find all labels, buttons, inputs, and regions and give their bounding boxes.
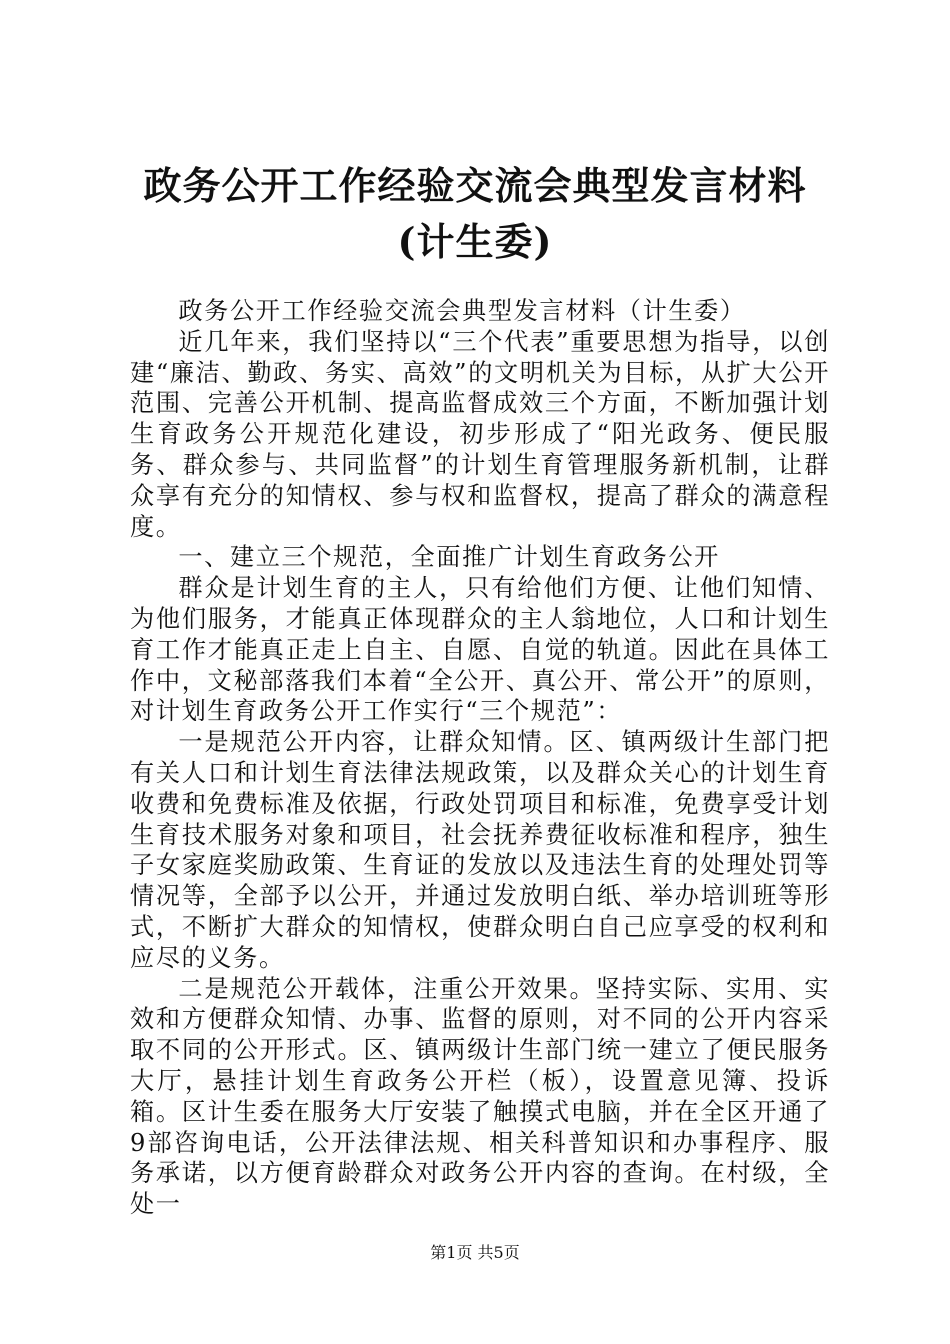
section-heading: 一、建立三个规范，全面推广计划生育政务公开: [178, 543, 720, 572]
body-paragraph: 群众是计划生育的主人，只有给他们方便、让他们知情、为他们服务，才能真正体现群众的主人翁地位，人口和计划生育工作才能真正走上自主、自愿、自觉的轨道。因此在具体工作中，文秘部落我们本着“全公开、真公开、常公开”的原则，对计划生育政务公开工作实行“三个规范”：: [130, 574, 830, 726]
intro-paragraph: 近几年来，我们坚持以“三个代表”重要思想为指导，以创建“廉洁、勤政、务实、高效”的文明机关为目标，从扩大公开范围、完善公开机制、提高监督成效三个方面，不断加强计划生育政务公开规范化建设，初步形成了“阳光政务、便民服务、群众参与、共同监督”的计划生育管理服务新机制，让群众享有充分的知情权、参与权和监督权，提高了群众的满意程度。: [130, 327, 830, 541]
document-title: 政务公开工作经验交流会典型发言材料(计生委): [143, 163, 807, 264]
body-paragraph: 一是规范公开内容，让群众知情。区、镇两级计生部门把有关人口和计划生育法律法规政策，以及群众关心的计划生育收费和免费标准及依据，行政处罚项目和标准，免费享受计划生育技术服务对象和项目，社会抚养费征收标准和程序，独生子女家庭奖励政策、生育证的发放以及违法生育的处理处罚等情况等，全部予以公开，并通过发放明白纸、举办培训班等形式，不断扩大群众的知情权，使群众明白自己应享受的权利和应尽的义务。: [130, 728, 830, 972]
body-paragraph: 二是规范公开载体，注重公开效果。坚持实际、实用、实效和方便群众知情、办事、监督的原则，对不同的公开内容采取不同的公开形式。区、镇两级计生部门统一建立了便民服务大厅，悬挂计划生育政务公开栏（板），设置意见簿、投诉箱。区计生委在服务大厅安装了触摸式电脑，并在全区开通了9部咨询电话，公开法律法规、相关科普知识和办事程序、服务承诺，以方便育龄群众对政务公开内容的查询。在村级，全处一: [130, 974, 830, 1219]
page-number-footer: 第1页 共5页: [430, 1243, 520, 1262]
subtitle-paragraph: 政务公开工作经验交流会典型发言材料（计生委）: [178, 297, 746, 325]
document-body: [130, 296, 830, 1220]
